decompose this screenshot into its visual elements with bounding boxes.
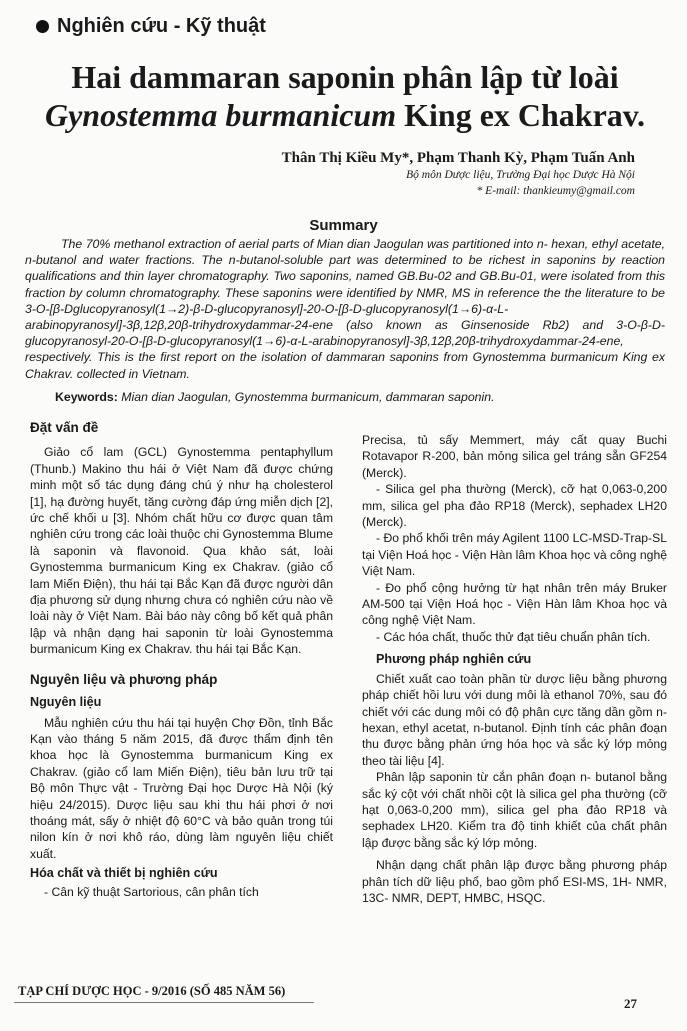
chemicals-paragraph: - Cân kỹ thuật Sartorious, cân phân tích <box>44 884 259 899</box>
heading-introduction: Đặt vấn đề <box>30 420 99 435</box>
right-column <box>362 432 667 906</box>
title-line-1: Hai dammaran saponin phân lập từ loài <box>71 59 619 95</box>
reagents-paragraph: - Các hóa chất, thuốc thử đạt tiêu chuẩn phân tích. <box>376 629 651 644</box>
nmr-paragraph: - Đo phổ cộng hưởng từ hạt nhân trên máy Bruker AM-500 tại Viện Hoá học - Viện Hàn lâm Khoa học và công nghệ Việt Nam. <box>362 580 667 628</box>
keywords <box>55 389 665 405</box>
title-line-2-rest: King ex Chakrav. <box>396 97 646 133</box>
footer-rule <box>14 1002 314 1003</box>
title-line-2 <box>20 96 670 134</box>
heading-materials-methods: Nguyên liệu và phương pháp <box>30 671 218 687</box>
author-block <box>282 150 635 199</box>
heading-material: Nguyên liệu <box>30 695 102 710</box>
affiliation: Bộ môn Dược liệu, Trường Đại học Dược Hà Nội <box>406 169 635 181</box>
isolation-paragraph: Phân lập saponin từ cắn phân đoạn n- butanol bằng sắc ký cột với chất nhồi cột là silica gel pha thường (cỡ hạt 0,063-0,200 mm), silica gel pha đảo RP18 và sephadex LH20. Kiểm tra độ tinh khiết của chất phân lập được bằng sắc ký lớp mỏng. <box>362 770 667 850</box>
left-column <box>30 420 333 900</box>
abstract-text: The 70% methanol extraction of aerial parts of Mian dian Jaogulan was partitioned into n- hexan, ethyl acetate, n-butanol and water fractions. The n-butanol-soluble part was determined to be richest in saponins by reaction qualifications and thin layer chromatography. Two saponins, named GB.Bu-02 and GB.Bu-01, were isolated from this fraction by column chromatography. These saponins were identified by NMR, MS in reference the the literature to be 3-O-[β-Dglucopyranosyl(1→2)-β-D-glucopyranosyl]-20-O-[β-D-glucopyranosyl(1→6)-α-L-arabinopyranosyl]-3β,12β,20β-trihydroxydammar-24-ene (also known as Ginsenoside Rb2) and 3-O-β-D-glucopyranosyl-20-O-[β-D-glucopyranosyl(1→6)-α-L-arabinopyranosyl]-3β,12β,20β-trihydroxydammar-24-ene, respectively. This is the first report on the isolation of dammaran saponins from Gynostemma burmanicum King ex Chakrav. collected in Vietnam. <box>25 237 665 381</box>
keywords-label: Keywords: <box>55 390 118 404</box>
bullet-icon <box>36 20 49 33</box>
material-paragraph: Mẫu nghiên cứu thu hái tại huyện Chợ Đồn, tỉnh Bắc Kạn vào tháng 5 năm 2015, đã được thẩm định tên khoa học là Gynostemma burmanicum King ex Chakrav. (giảo cổ lam Miến Điện), tiêu bản lưu trữ tại Bộ môn Thực vật - Trường Đại học Dược Hà Nội (ký hiệu 24/2015). Dược liệu sau khi thu hái phơi ở nơi thoáng mát, sấy ở nhiệt độ 60°C và bảo quản trong túi nilon kín ở nơi khô ráo, dùng làm nguyên liệu chiết xuất. <box>30 715 333 861</box>
ms-paragraph: - Đo phổ khối trên máy Agilent 1100 LC-MSD-Trap-SL tại Viện Hoá học - Viện Hàn lâm Khoa học và công nghệ Việt Nam. <box>362 531 667 579</box>
page-number: 27 <box>624 996 637 1011</box>
author-names: Thân Thị Kiều My*, Phạm Thanh Kỳ, Phạm Tuấn Anh <box>281 150 635 166</box>
email: * E-mail: thankieumy@gmail.com <box>476 185 635 197</box>
article-title <box>20 58 670 134</box>
intro-paragraph: Giảo cổ lam (GCL) Gynostemma pentaphyllum (Thunb.) Makino thu hái ở Việt Nam đã được chứng minh một số tác dụng đáng chú ý như hạ cholesterol [1], hạ đường huyết, tăng cường đáp ứng miễn dịch [2], ức chế khối u [3]. Nhóm chất hữu cơ được quan tâm nghiên cứu trong các loài thuộc chi Gynostemma Blume là saponin và flavonoid. Qua khảo sát, loài Gynostemma burmanicum King ex Chakrav. (giảo cổ lam Miến Điện), thu hái tại Bắc Kạn đã được người dân địa phương sử dụng nhưng chưa có nghiên cứu nào về loài này ở Việt Nam. Bài báo này công bố kết quả phân lập và nhận dạng hai saponin từ loài Gynostemma burmanicum King ex Chakrav. thu hái tại Bắc Kạn. <box>30 445 333 657</box>
section-tag-label: Nghiên cứu - Kỹ thuật <box>57 15 266 37</box>
identification-paragraph: Nhận dạng chất phân lập được bằng phương pháp phân tích dữ liệu phổ, bao gồm phổ ESI-MS, 1H- NMR, 13C- NMR, DEPT, HMBC, HSQC. <box>362 858 667 905</box>
abstract <box>25 236 665 382</box>
heading-chemicals: Hóa chất và thiết bị nghiên cứu <box>30 866 218 881</box>
summary-heading: Summary <box>309 217 378 234</box>
silica-paragraph: - Silica gel pha thường (Merck), cỡ hạt 0,063-0,200 mm, silica gel pha đảo RP18 (Merck), sephadex LH20 (Merck). <box>362 482 667 530</box>
extraction-paragraph: Chiết xuất cao toàn phần từ dược liệu bằng phương pháp chiết hồi lưu với dung môi là ethanol 70%, sau đó chiết với các dung môi có độ phân cực tăng dần gồm n-hexan, ethyl acetat, n-butanol. Định tính các phân đoạn thu được bằng phản ứng hóa học và sắc ký lớp mỏng theo tài liệu [4]. <box>362 671 667 768</box>
keywords-text: Mian dian Jaogulan, Gynostemma burmanicum, dammaran saponin. <box>117 390 495 404</box>
species-name: Gynostemma burmanicum <box>44 97 397 133</box>
equipment-paragraph: Precisa, tủ sấy Memmert, máy cất quay Buchi Rotavapor R-200, bản mỏng silica gel tráng sẵn GF254 (Merck). <box>362 433 667 480</box>
section-tag <box>36 15 266 38</box>
heading-method: Phương pháp nghiên cứu <box>376 652 532 667</box>
journal-footer: TẠP CHÍ DƯỢC HỌC - 9/2016 (SỐ 485 NĂM 56) <box>18 984 286 998</box>
